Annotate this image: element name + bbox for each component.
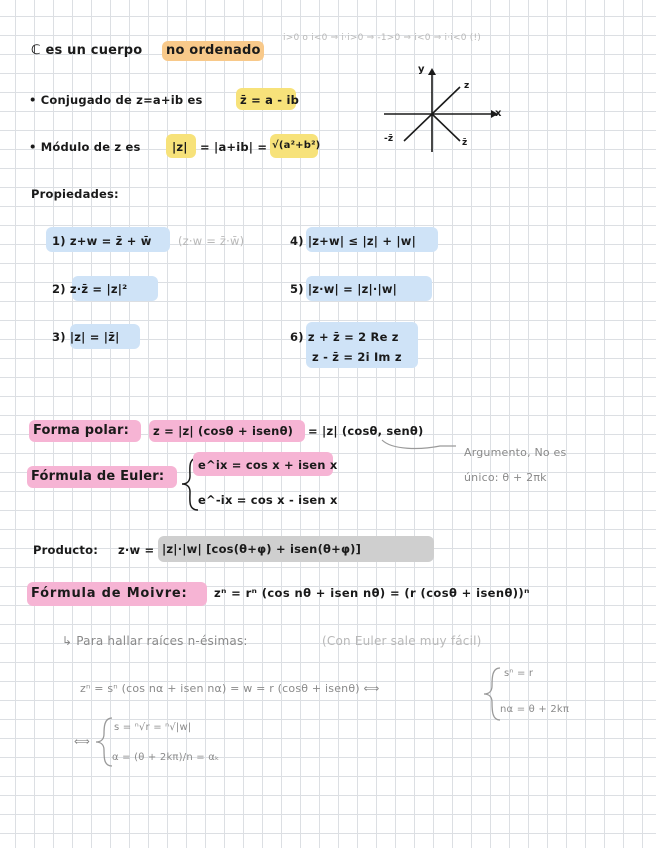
property-5: 5) |z·w| = |z|·|w| [290, 282, 398, 296]
roots-brace-1 [484, 668, 500, 720]
roots-arrow: ⟺ [74, 735, 90, 748]
euler-line-2: e^-ix = cos x - isen x [198, 493, 338, 507]
modulus-label: • Módulo de z es [29, 140, 141, 154]
product-label: Producto: [33, 543, 99, 557]
polar-rest: = |z| (cosθ, senθ) [308, 424, 424, 438]
intro-note: i>0 o i<0 ⇒ i·i>0 ⇒ -1>0 ⇒ i<0 ⇒ i·i<0 (!) [283, 33, 481, 43]
y-axis-arrow [428, 68, 436, 75]
modulus-value-a: |z| [172, 140, 188, 154]
product-formula-a: z·w = [118, 543, 155, 557]
properties-title: Propiedades: [31, 187, 119, 201]
intro-text: ℂ es un cuerpo [31, 43, 143, 58]
vector-z [432, 87, 460, 114]
product-formula-b: |z|·|w| [cos(θ+φ) + isen(θ+φ)] [162, 542, 362, 556]
moivre-label: Fórmula de Moivre: [31, 586, 188, 601]
intro-highlight: no ordenado [166, 43, 261, 58]
property-1-note: (z·w = z̄·w̄) [178, 234, 245, 248]
modulus-middle: = |a+ib| = [200, 140, 268, 154]
diagram-neg-conj-label: -z̄ [384, 134, 394, 144]
argument-note-2: único: θ + 2πk [464, 471, 547, 484]
roots-heading-note: (Con Euler sale muy fácil) [322, 634, 482, 648]
modulus-value-b: √(a²+b²) [272, 140, 321, 151]
roots-system-1a: sⁿ = r [504, 668, 534, 679]
diagram-x-label: x [495, 108, 502, 119]
property-2: 2) z·z̄ = |z|² [52, 282, 128, 296]
conjugate-value: z̄ = a - ib [240, 93, 300, 107]
euler-line-1: e^ix = cos x + isen x [198, 458, 338, 472]
roots-system-1b: nα = θ + 2kπ [500, 704, 570, 715]
polar-label: Forma polar: [33, 423, 130, 438]
property-6a: 6) z + z̄ = 2 Re z [290, 330, 399, 344]
vector-neg-conjugate [404, 114, 432, 141]
polar-formula: z = |z| (cosθ + isenθ) [153, 424, 294, 438]
diagram-z-label: z [464, 81, 470, 91]
property-6b: z - z̄ = 2i Im z [312, 350, 402, 364]
argument-arrow [382, 440, 456, 448]
property-4: 4) |z+w| ≤ |z| + |w| [290, 234, 417, 248]
moivre-formula: zⁿ = rⁿ (cos nθ + isen nθ) = (r (cosθ + isenθ))ⁿ [214, 586, 530, 600]
argument-note-1: Argumento, No es [464, 446, 567, 459]
euler-label: Fórmula de Euler: [31, 469, 165, 484]
roots-heading: ↳ Para hallar raíces n-ésimas: [62, 634, 248, 648]
property-1: 1) z+w = z̄ + w̄ [52, 234, 152, 248]
roots-system-2a: s = ⁿ√r = ⁿ√|w| [114, 722, 192, 733]
conjugate-label: • Conjugado de z=a+ib es [29, 93, 203, 107]
roots-brace-2 [96, 718, 112, 766]
diagram-conj-label: z̄ [462, 138, 468, 148]
diagram-y-label: y [418, 64, 425, 75]
vector-conjugate [432, 114, 460, 141]
roots-equation-1: zⁿ = sⁿ (cos nα + isen nα) = w = r (cosθ + isenθ) ⟺ [80, 682, 380, 695]
roots-system-2b: α = (θ + 2kπ)/n = αₖ [112, 752, 220, 763]
property-3: 3) |z| = |z̄| [52, 330, 120, 344]
